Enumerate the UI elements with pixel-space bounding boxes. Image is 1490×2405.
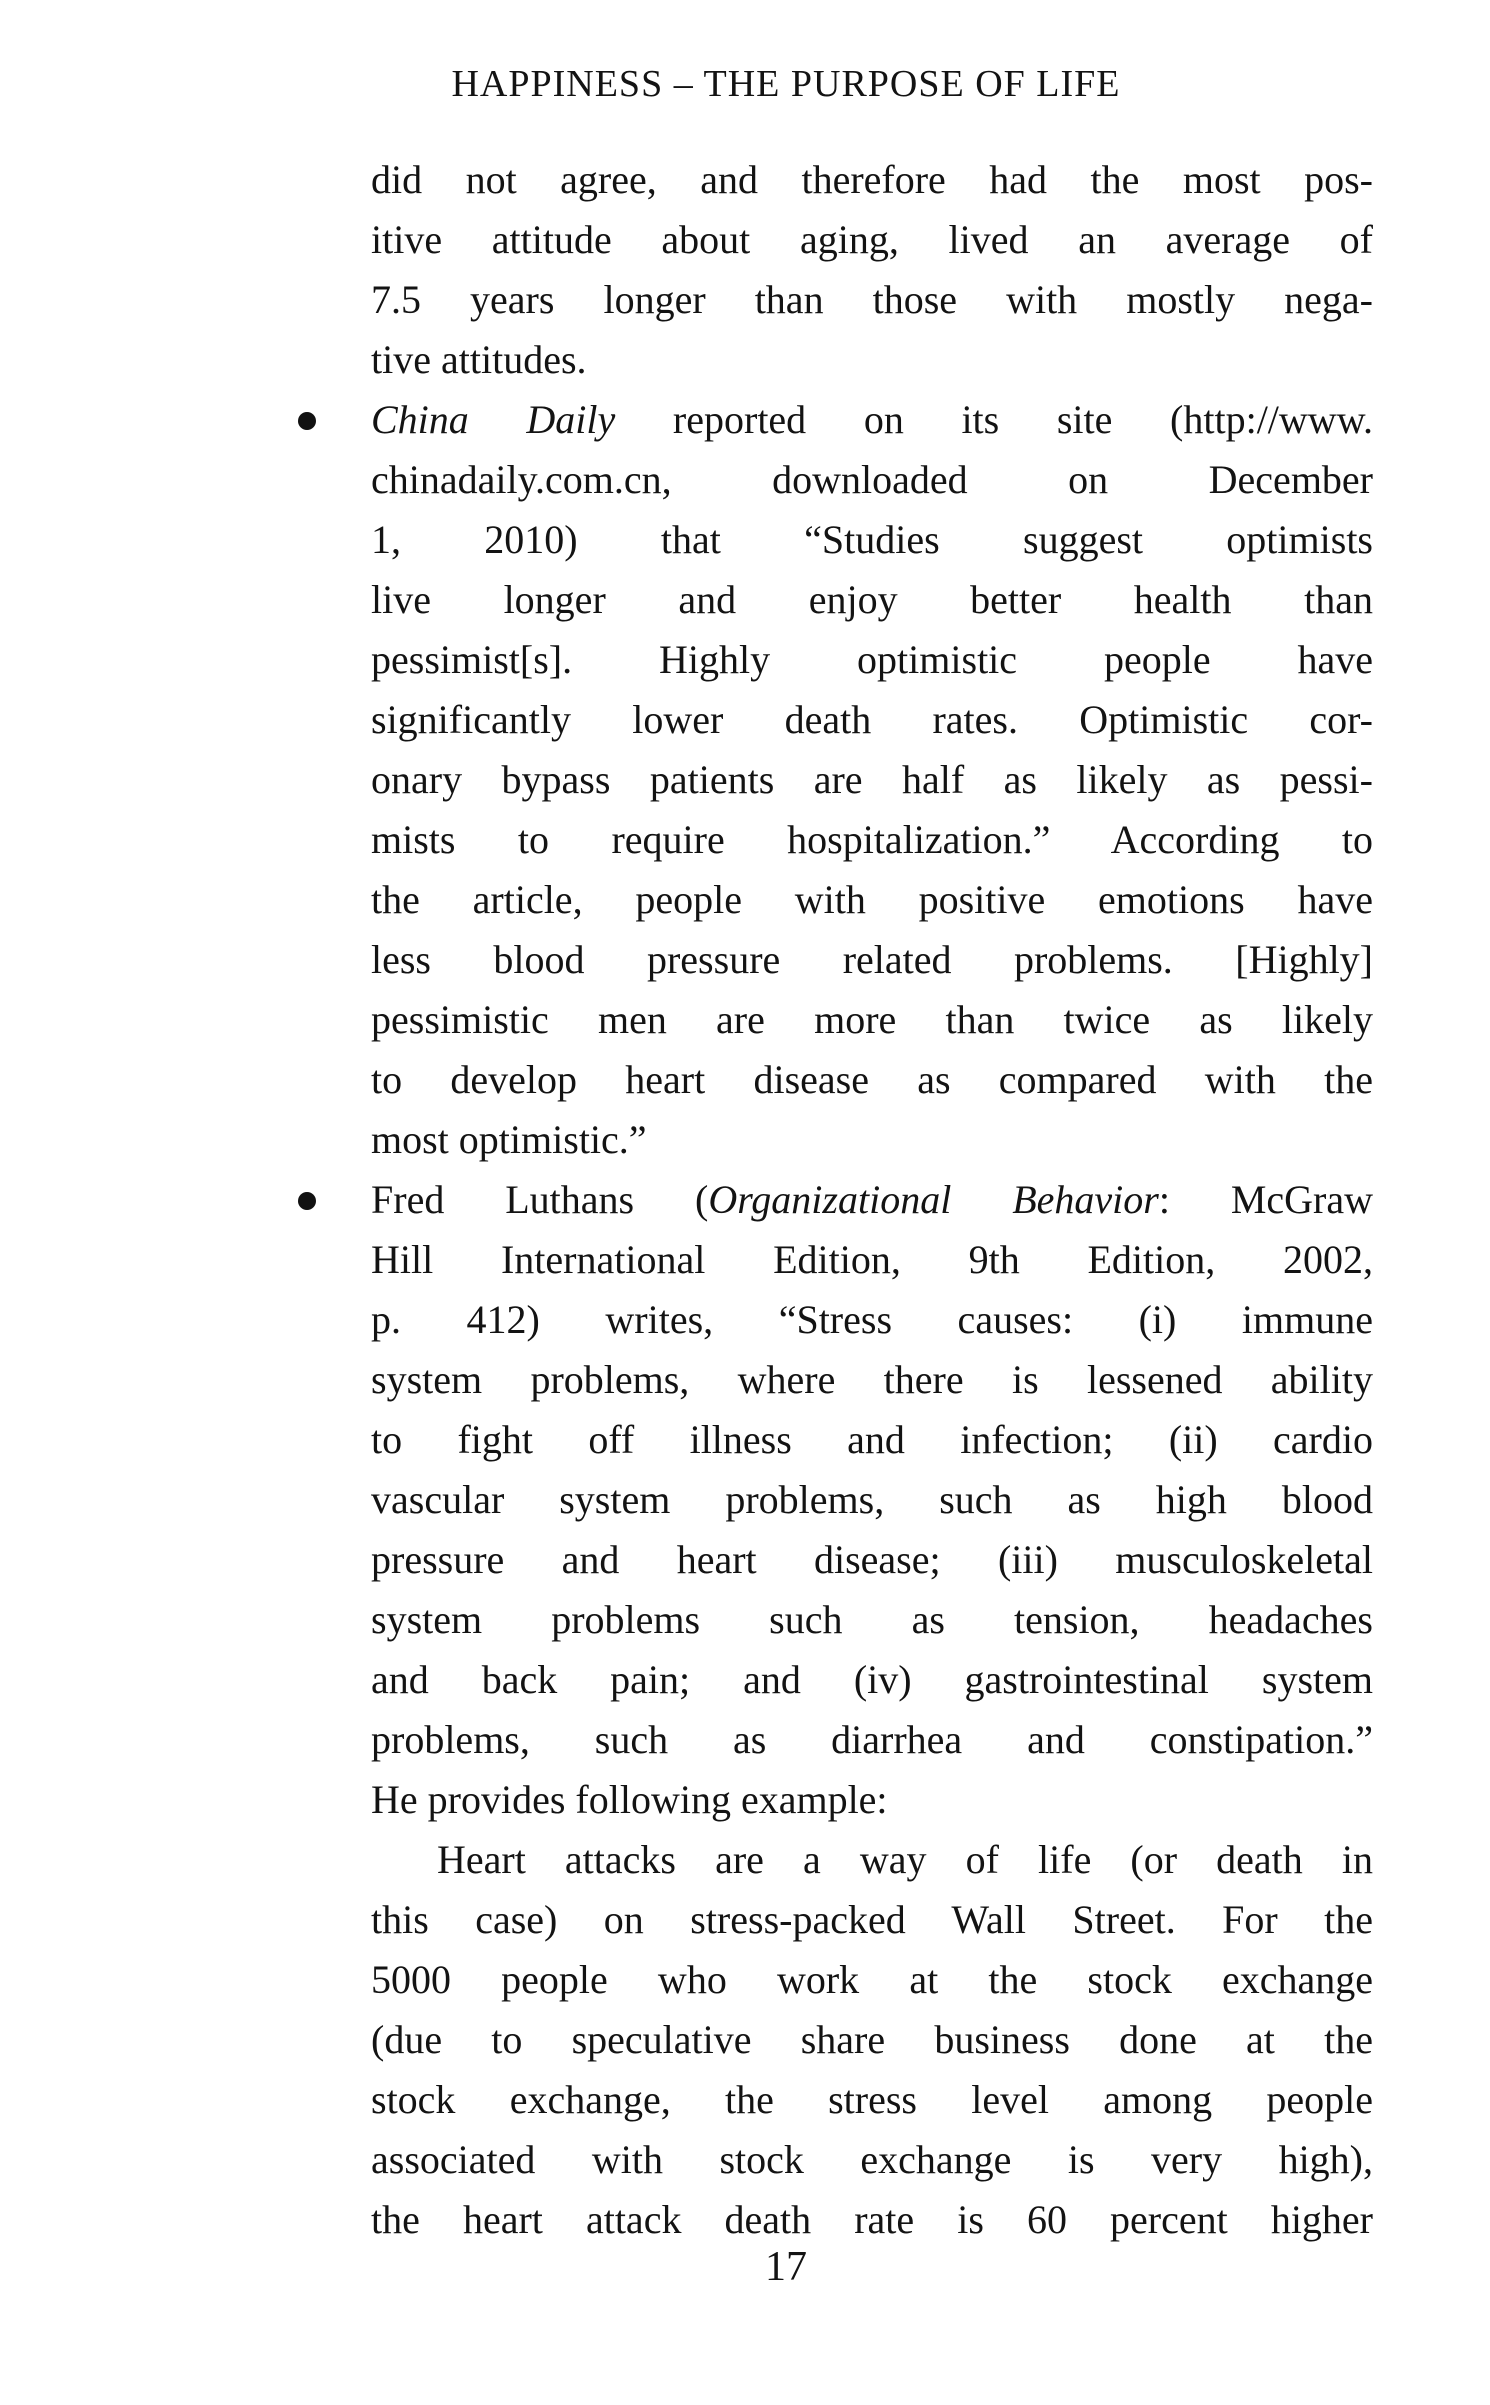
bullet-icon [298, 1192, 316, 1210]
text-segment: pessimistic men are more than twice as likely [371, 997, 1373, 1042]
text-segment: vascular system problems, such as high blood [371, 1477, 1373, 1522]
text-segment: the heart attack death rate is 60 percent higher [371, 2197, 1373, 2242]
body-line [371, 270, 1373, 330]
body-line [371, 1530, 1373, 1590]
body-line [371, 150, 1373, 210]
text-segment: less blood pressure related problems. [Highly] [371, 937, 1373, 982]
body-line [371, 1230, 1373, 1290]
text-segment: mists to require hospitalization.” According to [371, 817, 1373, 862]
text-segment: significantly lower death rates. Optimistic cor- [371, 697, 1373, 742]
text-segment: pressure and heart disease; (iii) musculoskeletal [371, 1537, 1373, 1582]
body-line [371, 210, 1373, 270]
text-segment: reported on its site (http://www. [615, 397, 1373, 442]
text-segment: p. 412) writes, “Stress causes: (i) immune [371, 1297, 1373, 1342]
body-line [371, 390, 1373, 450]
text-segment: He provides following example: [371, 1777, 888, 1822]
text-segment: itive attitude about aging, lived an average of [371, 217, 1373, 262]
text-segment: (due to speculative share business done at the [371, 2017, 1373, 2062]
body-line [371, 510, 1373, 570]
text-segment: associated with stock exchange is very high), [371, 2137, 1373, 2182]
italic-text: China Daily [371, 397, 616, 442]
body-line [371, 810, 1373, 870]
bullet-icon [298, 412, 316, 430]
body-line [371, 2130, 1373, 2190]
body-line [371, 990, 1373, 1050]
text-segment: to fight off illness and infection; (ii) cardio [371, 1417, 1373, 1462]
body-line [371, 1350, 1373, 1410]
body-line [371, 630, 1373, 690]
text-segment: chinadaily.com.cn, downloaded on December [371, 457, 1373, 502]
body-line [371, 1290, 1373, 1350]
text-segment: 1, 2010) that “Studies suggest optimists [371, 517, 1373, 562]
text-segment: this case) on stress-packed Wall Street. For the [371, 1897, 1373, 1942]
text-segment: problems, such as diarrhea and constipation.” [371, 1717, 1373, 1762]
text-segment: and back pain; and (iv) gastrointestinal system [371, 1657, 1373, 1702]
body-line [371, 1050, 1373, 1110]
text-segment: system problems, where there is lessened ability [371, 1357, 1373, 1402]
body-line [371, 750, 1373, 810]
body-text [371, 150, 1373, 2250]
body-line [371, 1410, 1373, 1470]
body-line [371, 2190, 1373, 2250]
page-header: HAPPINESS – THE PURPOSE OF LIFE [451, 63, 1121, 105]
text-segment: system problems such as tension, headaches [371, 1597, 1373, 1642]
body-line [371, 570, 1373, 630]
text-segment: Heart attacks are a way of life (or death in [437, 1837, 1373, 1882]
body-line [371, 1830, 1373, 1890]
text-segment: Hill International Edition, 9th Edition, 2002, [371, 1237, 1373, 1282]
text-segment: pessimist[s]. Highly optimistic people have [371, 637, 1373, 682]
body-line [371, 1590, 1373, 1650]
body-line [371, 1710, 1373, 1770]
body-line [371, 1770, 1373, 1830]
text-segment: to develop heart disease as compared with the [371, 1057, 1373, 1102]
body-line [371, 1470, 1373, 1530]
body-line [371, 690, 1373, 750]
text-segment: stock exchange, the stress level among people [371, 2077, 1373, 2122]
body-line [371, 2010, 1373, 2070]
text-segment: 5000 people who work at the stock exchange [371, 1957, 1373, 2002]
text-segment: 7.5 years longer than those with mostly nega- [371, 277, 1373, 322]
body-line [371, 2070, 1373, 2130]
body-line [371, 330, 1373, 390]
text-segment: tive attitudes. [371, 337, 587, 382]
text-segment: most optimistic.” [371, 1117, 647, 1162]
body-line [371, 870, 1373, 930]
text-segment: Fred Luthans ( [371, 1177, 709, 1222]
body-line [371, 930, 1373, 990]
body-line [371, 450, 1373, 510]
body-line [371, 1170, 1373, 1230]
text-segment: : McGraw [1158, 1177, 1374, 1222]
body-line [371, 1890, 1373, 1950]
body-line [371, 1950, 1373, 2010]
body-line [371, 1650, 1373, 1710]
text-segment: did not agree, and therefore had the most pos- [371, 157, 1373, 202]
italic-text: Organizational Behavior [708, 1177, 1159, 1222]
text-segment: the article, people with positive emotions have [371, 877, 1373, 922]
text-segment: live longer and enjoy better health than [371, 577, 1373, 622]
page-number: 17 [765, 2244, 807, 2290]
body-line [371, 1110, 1373, 1170]
text-segment: onary bypass patients are half as likely as pessi- [371, 757, 1373, 802]
